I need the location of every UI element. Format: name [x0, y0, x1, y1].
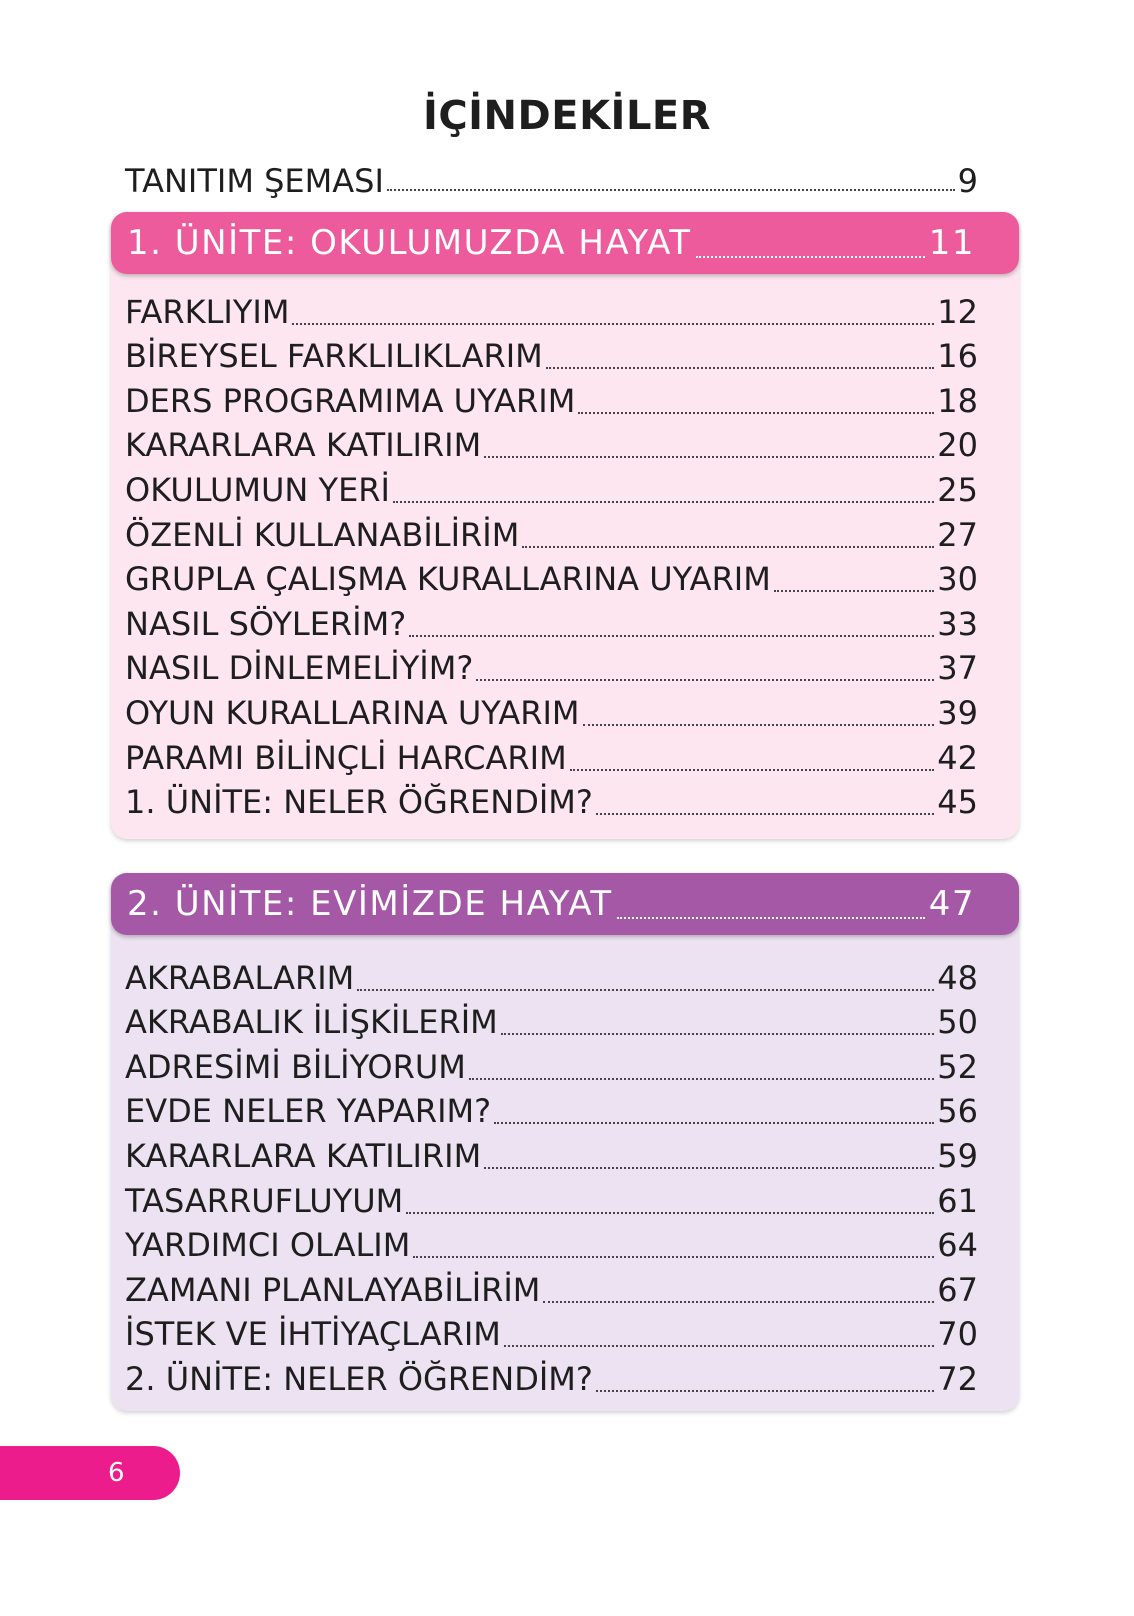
toc-entry-label: NASIL SÖYLERİM? [125, 604, 407, 643]
toc-entry-page: 67 [937, 1270, 978, 1309]
toc-entry[interactable] [125, 512, 978, 557]
toc-entry[interactable] [125, 1223, 978, 1268]
toc-entry-page: 37 [937, 649, 978, 688]
toc-entry-page: 30 [937, 560, 978, 599]
toc-entry[interactable] [125, 334, 978, 379]
toc-entry[interactable] [125, 378, 978, 423]
toc-entry[interactable] [125, 690, 978, 735]
leader-dots [406, 1212, 934, 1214]
leader-dots [583, 724, 935, 726]
toc-entry-page: 70 [937, 1315, 978, 1354]
toc-entry-label: ADRESİMİ BİLİYORUM [125, 1047, 466, 1086]
toc-entry-label: KARARLARA KATILIRIM [125, 426, 482, 465]
toc-entry[interactable] [125, 735, 978, 780]
toc-entry[interactable] [125, 557, 978, 602]
toc-entry[interactable] [125, 601, 978, 646]
toc-entry-label: PARAMI BİLİNÇLİ HARCARIM [125, 738, 567, 777]
leader-dots [413, 1256, 934, 1258]
leader-dots [357, 989, 934, 991]
toc-entry[interactable] [125, 1267, 978, 1312]
toc-entry-page: 72 [937, 1359, 978, 1398]
unit-2-entries [125, 955, 978, 1401]
leader-dots [596, 1390, 934, 1392]
toc-entry-label: AKRABALARIM [125, 958, 355, 997]
leader-dots [617, 917, 925, 919]
unit-1-header[interactable] [111, 212, 1019, 274]
toc-entry-label: İSTEK VE İHTİYAÇLARIM [125, 1315, 501, 1354]
toc-entry-label: OKULUMUN YERİ [125, 470, 390, 509]
toc-entry-page: 9 [957, 162, 978, 200]
leader-dots [774, 590, 934, 592]
toc-entry-page: 50 [937, 1003, 978, 1042]
toc-entry-label: 1. ÜNİTE: NELER ÖĞRENDİM? [125, 783, 593, 822]
toc-entry-page: 27 [937, 515, 978, 554]
toc-entry-label: FARKLIYIM [125, 292, 290, 331]
leader-dots [409, 635, 934, 637]
leader-dots [546, 367, 935, 369]
toc-entry-label: YARDIMCI OLALIM [125, 1226, 411, 1265]
leader-dots [578, 412, 934, 414]
toc-entry[interactable] [125, 1000, 978, 1045]
toc-entry-page: 42 [937, 738, 978, 777]
unit-header-label: 1. ÜNİTE: OKULUMUZDA HAYAT [127, 223, 692, 263]
page-number-tab [0, 1446, 180, 1500]
toc-entry[interactable] [125, 646, 978, 691]
toc-entry[interactable] [125, 780, 978, 825]
toc-entry-label: BİREYSEL FARKLILIKLARIM [125, 337, 543, 376]
toc-entry-page: 45 [937, 783, 978, 822]
leader-dots [476, 679, 934, 681]
toc-entry-page: 16 [937, 337, 978, 376]
toc-entry[interactable] [125, 423, 978, 468]
toc-entry-page: 61 [937, 1181, 978, 1220]
toc-entry-page: 52 [937, 1047, 978, 1086]
toc-entry-page: 25 [937, 470, 978, 509]
unit-header-page: 47 [928, 884, 975, 924]
toc-entry[interactable] [125, 1089, 978, 1134]
toc-entry-label: TANITIM ŞEMASI [125, 162, 384, 200]
toc-entry-page: 20 [937, 426, 978, 465]
unit-header-page: 11 [928, 223, 975, 263]
leader-dots [393, 501, 934, 503]
unit-1-entries [125, 289, 978, 824]
toc-entry-page: 59 [937, 1136, 978, 1175]
toc-entry-page: 33 [937, 604, 978, 643]
toc-entry[interactable] [125, 955, 978, 1000]
unit-header-label: 2. ÜNİTE: EVİMİZDE HAYAT [127, 884, 613, 924]
toc-entry-page: 12 [937, 292, 978, 331]
toc-entry[interactable] [125, 1356, 978, 1401]
leader-dots [696, 256, 925, 258]
leader-dots [484, 456, 934, 458]
toc-entry-label: ÖZENLİ KULLANABİLİRİM [125, 515, 520, 554]
toc-entry[interactable] [125, 1178, 978, 1223]
toc-entry-label: ZAMANI PLANLAYABİLİRİM [125, 1270, 541, 1309]
toc-entry-page: 48 [937, 958, 978, 997]
leader-dots [292, 323, 934, 325]
leader-dots [387, 189, 955, 191]
toc-entry-page: 18 [937, 381, 978, 420]
unit-1-section [111, 212, 1019, 839]
toc-entry-label: NASIL DİNLEMELİYİM? [125, 649, 474, 688]
leader-dots [469, 1078, 934, 1080]
toc-entry[interactable] [125, 1133, 978, 1178]
unit-2-section [111, 873, 1019, 1411]
toc-entry-page: 56 [937, 1092, 978, 1131]
toc-entry-intro[interactable] [125, 160, 978, 200]
toc-entry-page: 64 [937, 1226, 978, 1265]
toc-entry-label: DERS PROGRAMIMA UYARIM [125, 381, 576, 420]
toc-entry-label: KARARLARA KATILIRIM [125, 1136, 482, 1175]
leader-dots [484, 1167, 934, 1169]
toc-entry-label: OYUN KURALLARINA UYARIM [125, 693, 580, 732]
toc-entry-label: GRUPLA ÇALIŞMA KURALLARINA UYARIM [125, 560, 771, 599]
leader-dots [494, 1122, 934, 1124]
unit-2-header[interactable] [111, 873, 1019, 935]
toc-entry-label: TASARRUFLUYUM [125, 1181, 404, 1220]
toc-entry-label: AKRABALIK İLİŞKİLERİM [125, 1003, 498, 1042]
toc-entry-label: EVDE NELER YAPARIM? [125, 1092, 492, 1131]
page-title: İÇİNDEKİLER [422, 93, 712, 139]
leader-dots [543, 1301, 934, 1303]
leader-dots [501, 1033, 935, 1035]
toc-entry-label: 2. ÜNİTE: NELER ÖĞRENDİM? [125, 1359, 593, 1398]
leader-dots [522, 546, 934, 548]
toc-entry[interactable] [125, 1044, 978, 1089]
toc-entry-page: 39 [937, 693, 978, 732]
leader-dots [504, 1345, 934, 1347]
toc-entry[interactable] [125, 467, 978, 512]
toc-entry[interactable] [125, 289, 978, 334]
page-number: 6 [108, 1458, 125, 1488]
leader-dots [596, 813, 934, 815]
leader-dots [570, 769, 935, 771]
toc-entry[interactable] [125, 1312, 978, 1357]
